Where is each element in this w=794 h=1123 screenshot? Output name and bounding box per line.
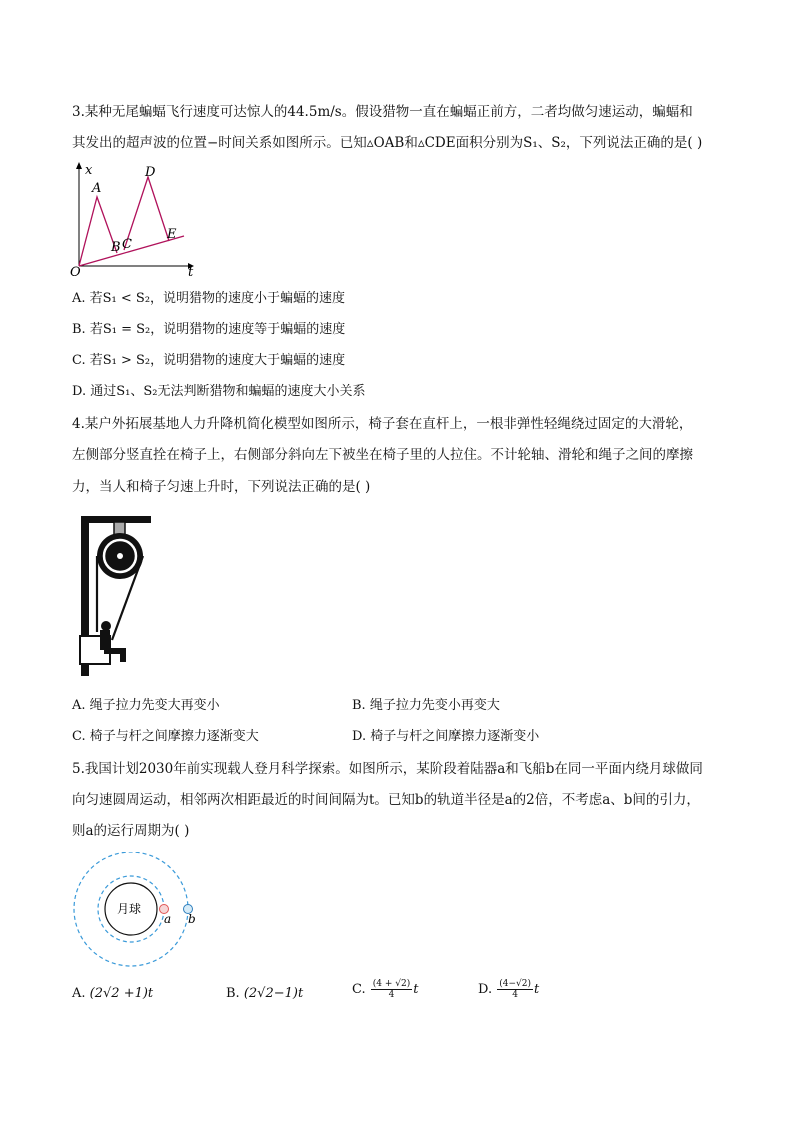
origin-label: O: [70, 265, 81, 280]
q5-option-c-fraction: [371, 979, 412, 1000]
q5-option-b-expr: (2√2−1)t: [243, 986, 304, 1001]
q5-option-c-denominator: 4: [388, 990, 395, 1000]
q5-option-d-prefix: D.: [478, 982, 493, 997]
q4-option-b[interactable]: B. 绳子拉力先变小再变大: [352, 698, 500, 713]
q5-option-d-fraction: [497, 979, 533, 1000]
q5-option-d-denominator: 4: [512, 990, 518, 1000]
q5-option-d-tail: t: [534, 982, 540, 997]
q4-option-a[interactable]: A. 绳子拉力先变大再变小: [72, 698, 220, 713]
q3-option-b[interactable]: B. 若S₁ = S₂，说明猎物的速度等于蝙蝠的速度: [72, 322, 346, 337]
q5-option-b-prefix: B.: [226, 986, 240, 1001]
q5-option-a-expr: (2√2 +1)t: [89, 986, 154, 1001]
point-a-label: A: [92, 181, 102, 196]
q5-option-c-prefix: C.: [352, 982, 366, 997]
q4-stem-line2: 左侧部分竖直拴在椅子上，右侧部分斜向左下被坐在椅子里的人拉住。不计轮轴、滑轮和绳子之间的摩擦: [72, 447, 693, 463]
q3-stem-line1: 3.某种无尾蝙蝠飞行速度可达惊人的44.5m/s。假设猎物一直在蝙蝠正前方，二者均做匀速运动，蝙蝠和: [72, 104, 693, 120]
q5-option-d[interactable]: [478, 979, 539, 1000]
point-b-label: B: [111, 240, 121, 255]
ship-b-label: b: [188, 912, 196, 926]
point-c-label: C: [122, 237, 132, 252]
q5-option-b[interactable]: [226, 984, 303, 1004]
q5-option-c-tail: t: [413, 982, 419, 997]
x-axis-label: x: [85, 163, 93, 178]
q3-stem-line2: 其发出的超声波的位置−时间关系如图所示。已知▵OAB和▵CDE面积分别为S₁、S₂，下列说法正确的是( ): [72, 135, 703, 151]
pulley-axle: [117, 553, 123, 559]
q5-stem-line2: 向匀速圆周运动，相邻两次相距最近的时间间隔为t。已知b的轨道半径是a的2倍，不考虑a、b间的引力，: [72, 792, 700, 808]
q5-option-c-numerator: (4 + √2): [372, 979, 411, 989]
q4-option-d[interactable]: D. 椅子与杆之间摩擦力逐渐变小: [352, 729, 540, 744]
q3-option-a[interactable]: A. 若S₁ < S₂，说明猎物的速度小于蝙蝠的速度: [72, 291, 346, 306]
moon-label: 月球: [117, 902, 142, 916]
q3-position-time-graph: [66, 160, 206, 280]
point-d-label: D: [145, 165, 156, 180]
q5-orbit-diagram: [70, 852, 210, 972]
q3-option-d[interactable]: D. 通过S₁、S₂无法判断猎物和蝙蝠的速度大小关系: [72, 384, 366, 399]
q3-option-c[interactable]: C. 若S₁ > S₂，说明猎物的速度大于蝙蝠的速度: [72, 353, 346, 368]
q5-option-c[interactable]: [352, 979, 418, 1000]
lander-a-label: a: [164, 912, 172, 926]
t-axis-label: t: [188, 265, 194, 280]
q4-option-c[interactable]: C. 椅子与杆之间摩擦力逐渐变大: [72, 729, 259, 744]
q5-stem-line3: 则a的运行周期为( ): [72, 823, 190, 839]
q5-option-a-prefix: A.: [72, 986, 86, 1001]
q4-stem-line3: 力，当人和椅子匀速上升时，下列说法正确的是( ): [72, 479, 371, 495]
q5-stem-line1: 5.我国计划2030年前实现载人登月科学探索。如图所示，某阶段着陆器a和飞船b在同一平面内绕月球做同: [72, 761, 703, 777]
q5-option-a[interactable]: [72, 984, 153, 1004]
person-head-icon: [101, 621, 111, 631]
point-e-label: E: [167, 227, 177, 242]
person-body-icon: [100, 630, 110, 650]
q5-option-d-numerator: (4−√2): [499, 979, 531, 989]
q4-pulley-lift-diagram: [74, 512, 158, 682]
q4-stem-line1: 4.某户外拓展基地人力升降机简化模型如图所示，椅子套在直杆上，一根非弹性轻绳绕过固定的大滑轮，: [72, 416, 693, 432]
x-axis-arrow-icon: [76, 162, 82, 169]
wave-oab: [79, 197, 117, 266]
person-shin-icon: [120, 648, 126, 662]
